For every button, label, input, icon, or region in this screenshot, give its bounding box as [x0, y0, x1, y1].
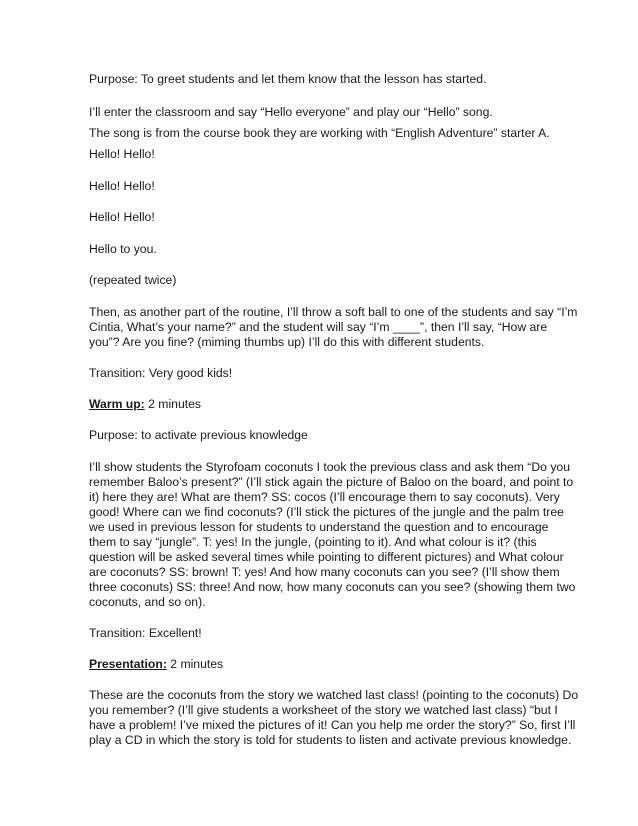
- song-line: Hello! Hello!: [89, 179, 155, 193]
- song-source-text: The song is from the course book they are working with “English Adventure” starter A.: [89, 126, 550, 140]
- warmup-line: it) here they are! What are them? SS: cocos (I’ll encourage them to say coconuts). Very: [89, 490, 560, 504]
- warmup-heading: Warm up:: [89, 397, 145, 411]
- warmup-line: are coconuts? SS: brown! T: yes! And how many coconuts can you see? (I’ll show them: [89, 565, 560, 579]
- warmup-line: I’ll show students the Styrofoam coconuts I took the previous class and ask them “Do you: [89, 460, 570, 474]
- routine-line: you”? Are you fine? (miming thumbs up) I’ll do this with different students.: [89, 335, 485, 349]
- transition-text: Transition: Very good kids!: [89, 366, 233, 380]
- warmup-line: them to say “jungle”. T: yes! In the jungle, (pointing to it). And what colour is it? (this: [89, 535, 537, 549]
- purpose-greeting: Purpose: To greet students and let them know that the lesson has started.: [89, 72, 487, 86]
- warmup-line: we used in previous lesson for students to understand the question and to encourage: [89, 520, 549, 534]
- warmup-line: three coconuts) SS: three! And now, how many coconuts can you see? (showing them two: [89, 580, 576, 594]
- presentation-line: play a CD in which the story is told for students to listen and activate previous knowledge.: [89, 733, 572, 747]
- song-line: Hello! Hello!: [89, 210, 155, 224]
- warmup-line: coconuts, and so on).: [89, 595, 206, 609]
- presentation-heading: Presentation:: [89, 657, 167, 671]
- routine-line: Cintia, What’s your name?” and the student will say “I’m ____”, then I’ll say, “How are: [89, 320, 548, 334]
- presentation-line: have a problem! I’ve mixed the pictures of it! Can you help me order the story?” So, first I’ll: [89, 718, 576, 732]
- enter-classroom-text: I’ll enter the classroom and say “Hello everyone” and play our “Hello” song.: [89, 105, 493, 119]
- transition-text: Transition: Excellent!: [89, 626, 202, 640]
- repeated-note: (repeated twice): [89, 273, 177, 287]
- song-line: Hello to you.: [89, 242, 157, 256]
- warmup-line: remember Baloo’s present?” (I’ll stick again the picture of Baloo on the board, and point to: [89, 475, 574, 489]
- song-line: Hello! Hello!: [89, 147, 155, 161]
- purpose-warmup: Purpose: to activate previous knowledge: [89, 428, 308, 442]
- warmup-line: question will be asked several times while pointing to different pictures) and What colour: [89, 550, 564, 564]
- presentation-heading-line: [89, 657, 559, 672]
- presentation-line: you remember? (I’ll give students a worksheet of the story we watched last class) “but I: [89, 703, 558, 717]
- routine-line: Then, as another part of the routine, I’ll throw a soft ball to one of the students and say “I’m: [89, 305, 578, 319]
- presentation-line: These are the coconuts from the story we watched last class! (pointing to the coconuts) Do: [89, 688, 579, 702]
- warmup-duration: 2 minutes: [144, 397, 201, 411]
- warmup-heading-line: [89, 397, 559, 412]
- presentation-duration: 2 minutes: [166, 657, 224, 671]
- warmup-line: good! Where can we find coconuts? (I’ll stick the pictures of the jungle and the palm tree: [89, 505, 564, 519]
